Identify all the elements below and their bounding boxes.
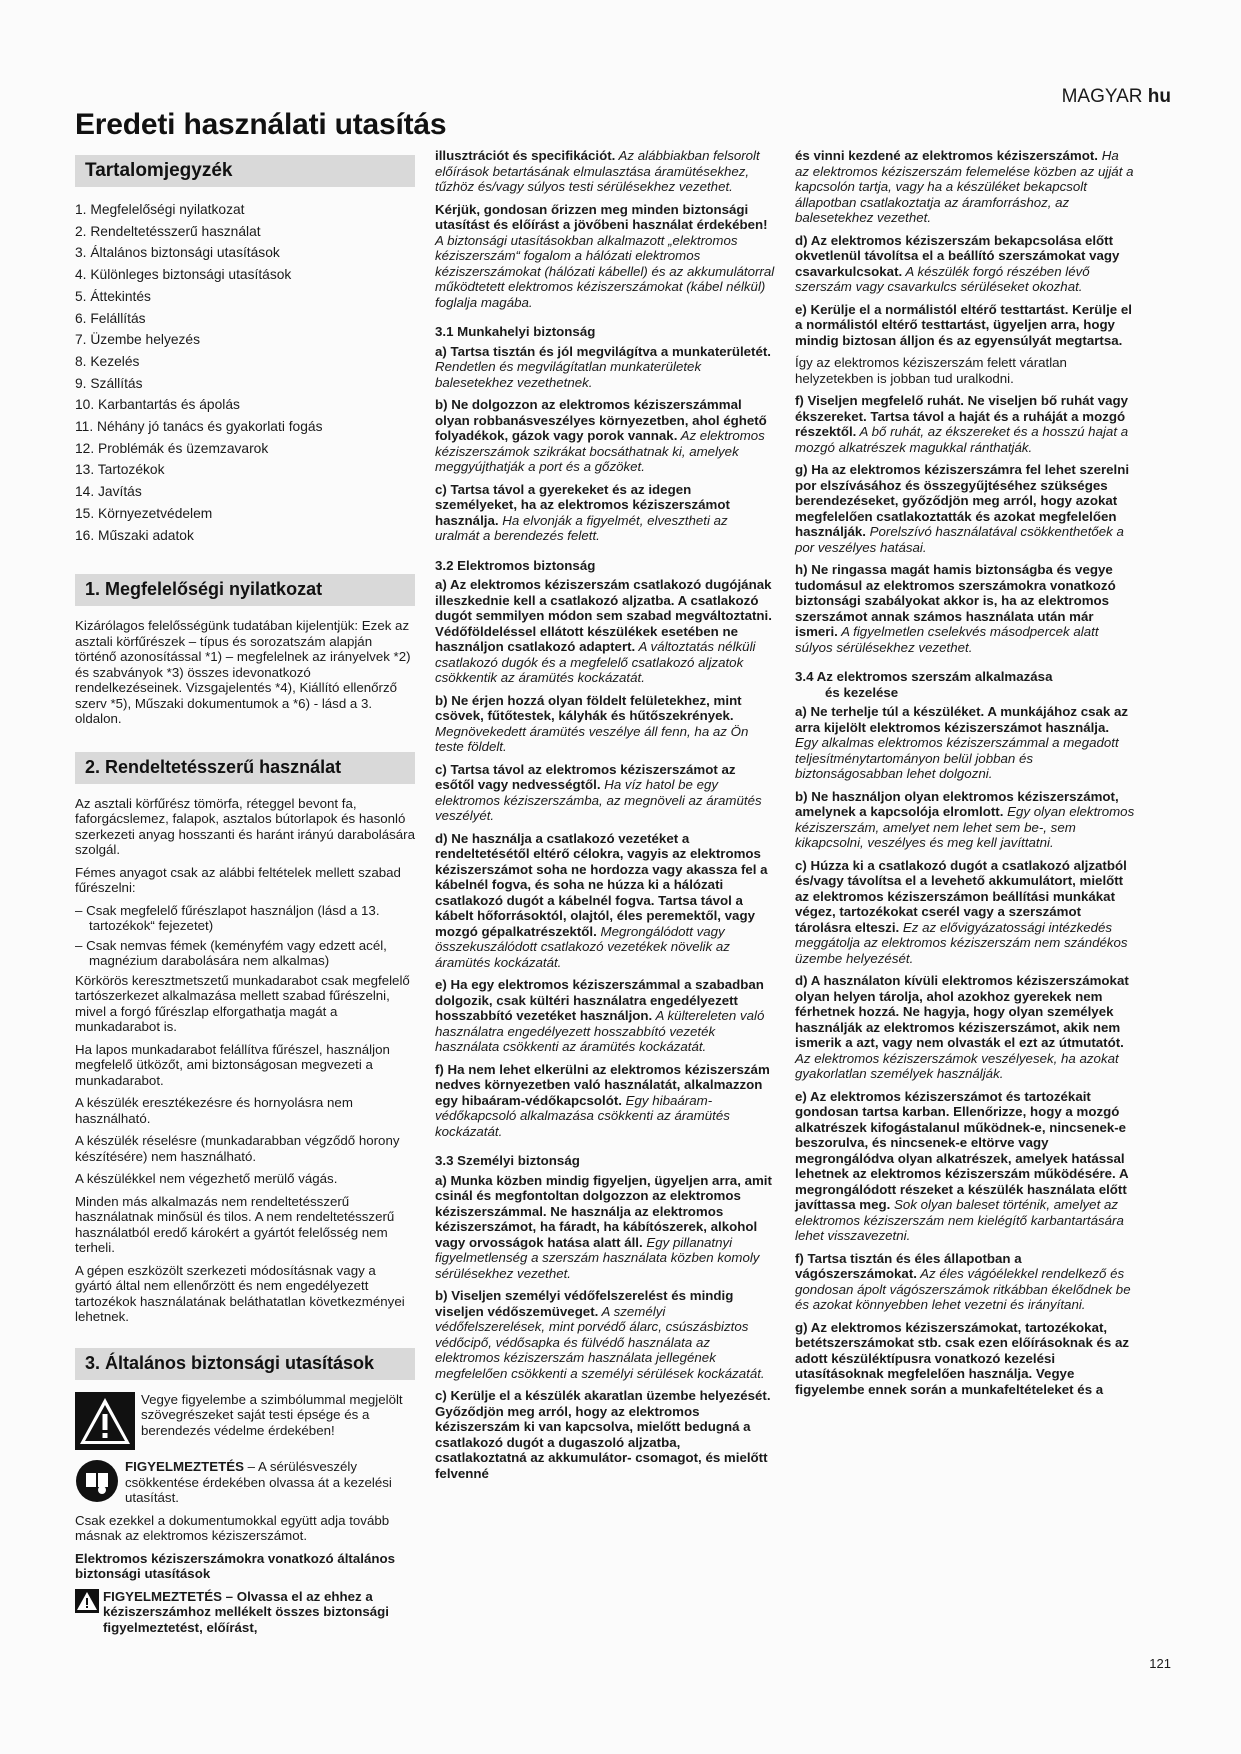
final-warning-block: [75, 1589, 415, 1636]
paragraph: [435, 977, 775, 1055]
paragraph: Fémes anyagot csak az alábbi feltételek mellett szabad fűrészelni:: [75, 864, 401, 896]
paragraph: [795, 858, 1135, 967]
italic-text: Az elektromos kéziszerszámok szikrákat bocsáthatnak ki, amelyek meggyújthatják a port és a gőzöket.: [435, 428, 765, 474]
bold-text: c) Tartsa távol a gyerekeket és az idegen személyeket, ha az elektromos kéziszerszámot használja.: [435, 481, 730, 528]
paragraph: Körkörös keresztmetszetű munkadarabot csak megfelelő tartószerkezet alkalmazása mellett szabad fűrészelni, mivel a forgó fűrészlap elforgathatja magát a munkadarabot is.: [75, 972, 410, 1035]
language-name: MAGYAR: [1061, 86, 1143, 107]
toc-item: 16. Műszaki adatok: [75, 527, 194, 543]
manual-warning-block: [75, 1459, 415, 1507]
italic-text: Az éles vágóélekkel rendelkező és gondosan ápolt vágószerszámok ritkábban ékelődnek be és azokat könnyebben lehet vezetni és irányítani.: [795, 1266, 1131, 1312]
toc-item: 13. Tartozékok: [75, 462, 165, 478]
italic-text: Egy olyan elektromos kéziszerszám, amelyet nem lehet sem be-, sem kikapcsolni, veszélyes és meg kell javíttatni.: [795, 804, 1135, 850]
manual-warning-label: FIGYELMEZTETÉS: [125, 1459, 244, 1475]
paragraph: [795, 973, 1135, 1082]
paragraph: [435, 482, 775, 544]
paragraph: [435, 577, 775, 686]
toc-item: 12. Problémák és üzemzavarok: [75, 440, 269, 456]
toc-item: 9. Szállítás: [75, 375, 143, 391]
paragraph: [435, 831, 775, 971]
subheading: 3.3 Személyi biztonság: [435, 1153, 580, 1168]
bold-text: e) Az elektromos kéziszerszámot és tartozékait gondosan tartsa karban. Ellenőrizze, hogy a mozgó alkatrészek kifogástalanul működnek-e, nincsenek-e beszorulva, és nincsenek-e eltörve vagy megrongálódva olyan alkatrészek, amelyek hatással lehetnek az elektromos kéziszerszám működésére. A megrongálódott részeket a készülék használata előtt javíttassa meg.: [795, 1088, 1129, 1212]
bold-text: c) Kerülje el a készülék akaratlan üzembe helyezését. Győződjön meg arról, hogy az elektromos kéziszerszám ki van kapcsolva, mielőtt bedugná a csatlakozó dugót a dugaszoló aljzatba, csatlakoztatná az akkumulátor- csomagot, és mielőtt felvenné: [435, 1388, 771, 1481]
paragraph: [435, 148, 775, 195]
column-1: [75, 150, 415, 1641]
italic-text: A biztonsági utasításokban alkalmazott „elektromos kéziszerszám“ fogalom a hálózati elektromos kéziszerszámokat (hálózati kábellel) és az akkumulátorral működtetett elektromos kéziszerszámokat (kábel nélkül) foglalja magába.: [435, 232, 775, 310]
paragraph: Csak ezekkel a dokumentumokkal együtt adja tovább másnak az elektromos kéziszerszámot.: [75, 1512, 390, 1544]
toc-item: 2. Rendeltetésszerű használat: [75, 223, 261, 239]
toc-item: 5. Áttekintés: [75, 288, 151, 304]
bold-text: b) Viseljen személyi védőfelszerelést és mindig viseljen védőszemüveget.: [435, 1288, 734, 1319]
paragraph: Így az elektromos kéziszerszám felett váratlan helyzetekben is jobban tud uralkodni.: [795, 355, 1067, 386]
bold-text: c) Tartsa távol az elektromos kéziszerszámot az esőtől vagy nedvességtől.: [435, 761, 736, 792]
final-warning-text: FIGYELMEZTETÉS – Olvassa el az ehhez a kéziszerszámhoz mellékelt összes biztonsági figyelmeztetést, előírást,: [103, 1588, 389, 1635]
subheading: 3.1 Munkahelyi biztonság: [435, 324, 596, 339]
paragraph: [795, 233, 1135, 295]
toc-item: 8. Kezelés: [75, 353, 140, 369]
bold-text: b) Ne használjon olyan elektromos kéziszerszámot, amelynek a kapcsolója elromlott.: [795, 788, 1119, 819]
paragraph: A gépen eszközölt szerkezeti módosításnak vagy a gyártó által nem ellenőrzött és nem engedélyezett tartozékok használatának beláthatatlan következményei lehetnek.: [75, 1262, 405, 1325]
bold-text: f) Ha nem lehet elkerülni az elektromos kéziszerszám nedves környezetben való használatát, alkalmazzon egy hibaáram-védőkapcsolót.: [435, 1061, 770, 1108]
toc-list: [75, 199, 415, 546]
small-warning-icon: [75, 1589, 99, 1636]
paragraph: Minden más alkalmazás nem rendeltetésszerű használatnak minősül és tilos. A nem rendeltetésszerű használatból eredő károkért a gyártót felelősség nem terheli.: [75, 1193, 395, 1256]
section-1-text: Kizárólagos felelősségünk tudatában kijelentjük: Ezek az asztali körfűrészek – típus és sorozatszám alapján történő azonosítással *1) – megfelelnek az irányelvek *2) és szabványok *3) összes idevonatkozó rendelkezéseinek. Vizsgajelentés *4), Kiállító ellenőrző szerv *5), Műszaki dokumentumok a *6) - lásd a 3. oldalon.: [75, 618, 411, 727]
language-code: hu: [1147, 86, 1171, 107]
subheading: Elektromos kéziszerszámokra vonatkozó általános biztonsági utasítások: [75, 1550, 395, 1582]
toc-heading: Tartalomjegyzék: [75, 155, 415, 187]
page-number: 121: [1149, 1656, 1171, 1671]
subheading: 3.4 Az elektromos szerszám alkalmazása: [795, 669, 1053, 684]
bold-text: a) Tartsa tisztán és jól megvilágítva a munkaterületét.: [435, 343, 771, 359]
paragraph: [795, 1320, 1135, 1398]
warning-text: Vegye figyelembe a szimbólummal megjelölt szövegrészeket saját testi épsége és a berendezés védelme érdekében!: [141, 1391, 403, 1438]
dash-item: – Csak nemvas fémek (keményfém vagy edzett acél, magnézium darabolására nem alkalmas): [75, 937, 387, 969]
italic-text: Porelszívó használatával csökkenthetőek a por veszélyes hatásai.: [795, 524, 1124, 555]
paragraph: [795, 1251, 1135, 1313]
bold-text: a) Munka közben mindig figyeljen, ügyeljen arra, amit csinál és megfontoltan dolgozzon az elektromos kéziszerszámmal. Ne használja az elektromos kéziszerszámot, ha fáradt, ha kábítószerek, alkohol vagy orvosságok hatása alatt áll.: [435, 1172, 772, 1250]
bold-text: és vinni kezdené az elektromos kéziszerszámot.: [795, 148, 1099, 163]
paragraph: Ha lapos munkadarabot felállítva fűrészel, használjon megfelelő ütközőt, ami biztonságosan megvezeti a munkadarabot.: [75, 1041, 390, 1088]
paragraph: [435, 693, 775, 755]
column-3: [795, 148, 1135, 1404]
bold-text: f) Viseljen megfelelő ruhát. Ne viseljen bő ruhát vagy ékszereket. Tartsa távol a haját és a ruháját a mozgó részektől.: [795, 393, 1129, 439]
toc-item: 10. Karbantartás és ápolás: [75, 397, 240, 413]
toc-item: 1. Megfelelőségi nyilatkozat: [75, 202, 245, 217]
bold-text: e) Kerülje el a normálistól eltérő testtartást. Kerülje el a normálistól eltérő testtartást, ügyeljen arra, hogy mindig biztosan álljon és az egyensúlyát megtartsa.: [795, 301, 1132, 348]
paragraph: [435, 202, 775, 311]
read-manual-icon: [75, 1459, 119, 1507]
paragraph: [435, 344, 775, 391]
italic-text: A bő ruhát, az ékszereket és a hosszú hajat a mozgó alkatrészek magukkal ránthatják.: [795, 424, 1129, 455]
bold-text: d) Ne használja a csatlakozó vezetéket a rendeltetésétől eltérő célokra, vagyis az elektromos kéziszerszámot soha ne hordozza vagy akassza fel a kábelnél fogva, és soha ne húzza ki a hálózati csatlakozó dugót a kábelnél fogva. Tartsa távol a kábelt hőforrásoktól, olajtól, éles peremektől, vagy mozgó gépalkatrészektől.: [435, 830, 768, 939]
italic-text: Ha az elektromos kéziszerszám felemelése közben az ujját a kapcsolón tartja, vagy ha a készüléket bekapcsolt állapotban csatlakoztatja az áramforráshoz, az balesetekhez vezethet.: [795, 148, 1134, 225]
italic-text: A változtatás nélküli csatlakozó dugók és a megfelelő csatlakozó aljzatok csökkentik az áramütés kockázatát.: [435, 639, 756, 685]
paragraph: [435, 397, 775, 475]
bold-text: d) Az elektromos kéziszerszám bekapcsolása előtt okvetlenül távolítsa el a beállító szerszámokat vagy csavarkulcsokat.: [795, 232, 1120, 279]
paragraph: A készülék eresztékezésre és hornyolásra nem használható.: [75, 1095, 353, 1126]
bold-text: a) Az elektromos kéziszerszám csatlakozó dugójának illeszkednie kell a csatlakozó aljzatba. A csatlakozó dugót semmilyen módon sem szabad megváltoztatni. Védőföldeléssel ellátott készülékek esetében ne használjon csatlakozó adaptert.: [435, 577, 772, 654]
bold-text: illusztrációt és specifikációt.: [435, 148, 616, 163]
bold-text: b) Ne érjen hozzá olyan földelt felületekhez, mint csövek, fűtőtestek, kályhák és hűtőszekrények.: [435, 692, 742, 723]
paragraph: [795, 1089, 1135, 1244]
bold-text: e) Ha egy elektromos kéziszerszámmal a szabadban dolgozik, csak kültéri használatra engedélyezett hosszabbító vezetéket használjon.: [435, 977, 764, 1023]
subheading: 3.2 Elektromos biztonság: [435, 557, 596, 573]
column-2: [435, 148, 775, 1488]
paragraph: [795, 789, 1135, 851]
section-2-heading: 2. Rendeltetésszerű használat: [75, 752, 415, 784]
italic-text: Megrongálódott vagy összekuszálódott csatlakozó vezetékek növelik az áramütés kockázatát.: [435, 923, 730, 970]
italic-text: A személyi védőfelszerelések, mint porvédő álarc, csúszásbiztos védőcipő, védősapka és fülvédő használata az elektromos kéziszerszám használata jellegének megfelelően csökkenti a személyi sérülések kockázatát.: [435, 1303, 765, 1381]
italic-text: Egy alkalmas elektromos kéziszerszámmal a megadott teljesítménytartományon belül jobban és biztonságosabban lehet dolgozni.: [795, 735, 1119, 781]
paragraph: [795, 393, 1135, 455]
paragraph: [435, 1062, 775, 1140]
bold-text: Kérjük, gondosan őrizzen meg minden biztonsági utasítást és előírást a jövőbeni használat érdekében!: [435, 201, 768, 232]
bold-text: g) Ha az elektromos kéziszerszámra fel lehet szerelni por elszívásához és összegyűjtéséhez szükséges berendezéseket, győződjön meg arról, hogy azokat megfelelően csatlakoztatták és azokat megfelelően használják.: [795, 462, 1130, 539]
bold-text: b) Ne dolgozzon az elektromos kéziszerszámmal olyan robbanásveszélyes környezetben, ahol éghető folyadékok, gázok vagy porok vannak.: [435, 397, 767, 443]
italic-text: Egy pillanatnyi figyelmetlenség a szerszám használata közben komoly sérülésekhez vezethet.: [435, 1234, 760, 1281]
toc-item: 14. Javítás: [75, 484, 142, 500]
toc-item: 7. Üzembe helyezés: [75, 332, 201, 348]
bold-text: a) Ne terhelje túl a készüléket. A munkájához csak az arra kijelölt elektromos kéziszerszámot használja.: [795, 704, 1129, 735]
paragraph: [795, 302, 1135, 349]
italic-text: A készülék forgó részében lévő szerszám vagy csavarkulcs sérüléseket okozhat.: [795, 263, 1090, 294]
dash-item: – Csak megfelelő fűrészlapot használjon (lásd a 13. tartozékok“ fejezetet): [75, 902, 380, 934]
bold-text: f) Tartsa tisztán és éles állapotban a vágószerszámokat.: [795, 1250, 1022, 1281]
italic-text: Megnövekedett áramütés veszélye áll fenn, ha az Ön teste földelt.: [435, 723, 749, 754]
bold-text: d) A használaton kívüli elektromos kéziszerszámokat olyan helyen tárolja, ahol azokhoz gyerekek nem férhetnek hozzá. Ne hagyja, hogy olyan személyek használják az elektromos kéziszerszámot, akik nem ismerik a azt, vagy nem olvasták el ezt az útmutatót.: [795, 973, 1129, 1050]
toc-item: 11. Néhány jó tanács és gyakorlati fogás: [75, 419, 323, 435]
italic-text: Az alábbiakban felsorolt előírások betartásának elmulasztása áramütésekhez, tűzhöz és/vagy súlyos testi sérülésekhez vezethet.: [435, 148, 760, 194]
italic-text: Ez az elővigyázatossági intézkedés meggátolja az elektromos kéziszerszám nem szándékos üzembe helyezését.: [795, 919, 1128, 966]
paragraph: [435, 1173, 775, 1282]
italic-text: Ha elvonják a figyelmét, elvesztheti az uralmát a berendezés felett.: [435, 512, 728, 543]
paragraph: [795, 562, 1135, 655]
toc-item: 6. Felállítás: [75, 310, 146, 326]
italic-text: Sok olyan baleset történik, amelyet az elektromos kéziszerszám nem kielégítő karbantartására lehet visszavezetni.: [795, 1197, 1124, 1243]
toc-item: 3. Általános biztonsági utasítások: [75, 245, 280, 261]
paragraph: [435, 1388, 775, 1481]
bold-text: c) Húzza ki a csatlakozó dugót a csatlakozó aljzatból és/vagy távolítsa el a levehető akkumulátort, mielőtt az elektromos kéziszerszámon beállítási munkákat végez, tartozékokat cserél vagy a szerszámot tárolásra elteszi.: [795, 857, 1127, 935]
italic-text: A kültereleten való használatra engedélyezett hosszabbító vezeték használata csökkenti az áramütés kockázatát.: [435, 1008, 765, 1054]
paragraph: [435, 762, 775, 824]
manual-warning-body: – A sérülésveszély csökkentése érdekében olvassa át a kezelési utasítást.: [125, 1459, 392, 1506]
bold-text: h) Ne ringassa magát hamis biztonságba és vegye tudomásul az elektromos szerszámokra vonatkozó biztonsági szabályokat akkor is, ha az elektromos szerszámot annak számos használata után már ismeri.: [795, 562, 1116, 639]
manual-warning-text: [125, 1459, 415, 1507]
section-1-heading: 1. Megfelelőségi nyilatkozat: [75, 574, 415, 606]
italic-text: Ha víz hatol be egy elektromos kéziszerszámba, az megnöveli az áramütés veszélyét.: [435, 777, 762, 823]
paragraph: [795, 704, 1135, 782]
paragraph: [435, 1288, 775, 1381]
paragraph: A készülékkel nem végezhető merülő vágás.: [75, 1171, 338, 1187]
paragraph: Az asztali körfűrész tömörfa, réteggel bevont fa, faforgácslemez, falapok, asztalos bútorlapok és hasonló szerkezeti anyag hosszanti és haránt irányú darabolására szolgál.: [75, 795, 416, 858]
toc-item: 4. Különleges biztonsági utasítások: [75, 267, 292, 283]
language-label: [1062, 86, 1171, 108]
section-3-heading: 3. Általános biztonsági utasítások: [75, 1348, 415, 1380]
toc-item: 15. Környezetvédelem: [75, 505, 213, 521]
italic-text: Rendetlen és megvilágítatlan munkaterületek balesetekhez vezethetnek.: [435, 359, 702, 390]
bold-text: g) Az elektromos kéziszerszámokat, tartozékokat, betétszerszámokat stb. csak ezen előírásoknak és az adott készüléktípusra vonatkozó kezelési utasításoknak megfelelően használja. Vegye figyelembe ennek során a munkafeltételeket és a: [795, 1319, 1130, 1397]
paragraph: [795, 462, 1135, 555]
paragraph: [795, 148, 1135, 226]
warning-block: [75, 1392, 415, 1454]
subheading-continued: és kezelése: [825, 684, 899, 700]
italic-text: A figyelmetlen cselekvés másodpercek alatt súlyos sérülésekhez vezethet.: [795, 624, 1099, 655]
italic-text: Az elektromos kéziszerszámok veszélyesek, ha azokat gyakorlatlan személyek használják.: [795, 1050, 1119, 1081]
warning-triangle-icon: [75, 1392, 135, 1454]
italic-text: Egy hibaáram-védőkapcsoló alkalmazása csökkenti az áramütés kockázatát.: [435, 1092, 730, 1139]
page-title: Eredeti használati utasítás: [75, 108, 447, 141]
paragraph: A készülék réselésre (munkadarabban végződő horony készítésére) nem használható.: [75, 1133, 400, 1164]
